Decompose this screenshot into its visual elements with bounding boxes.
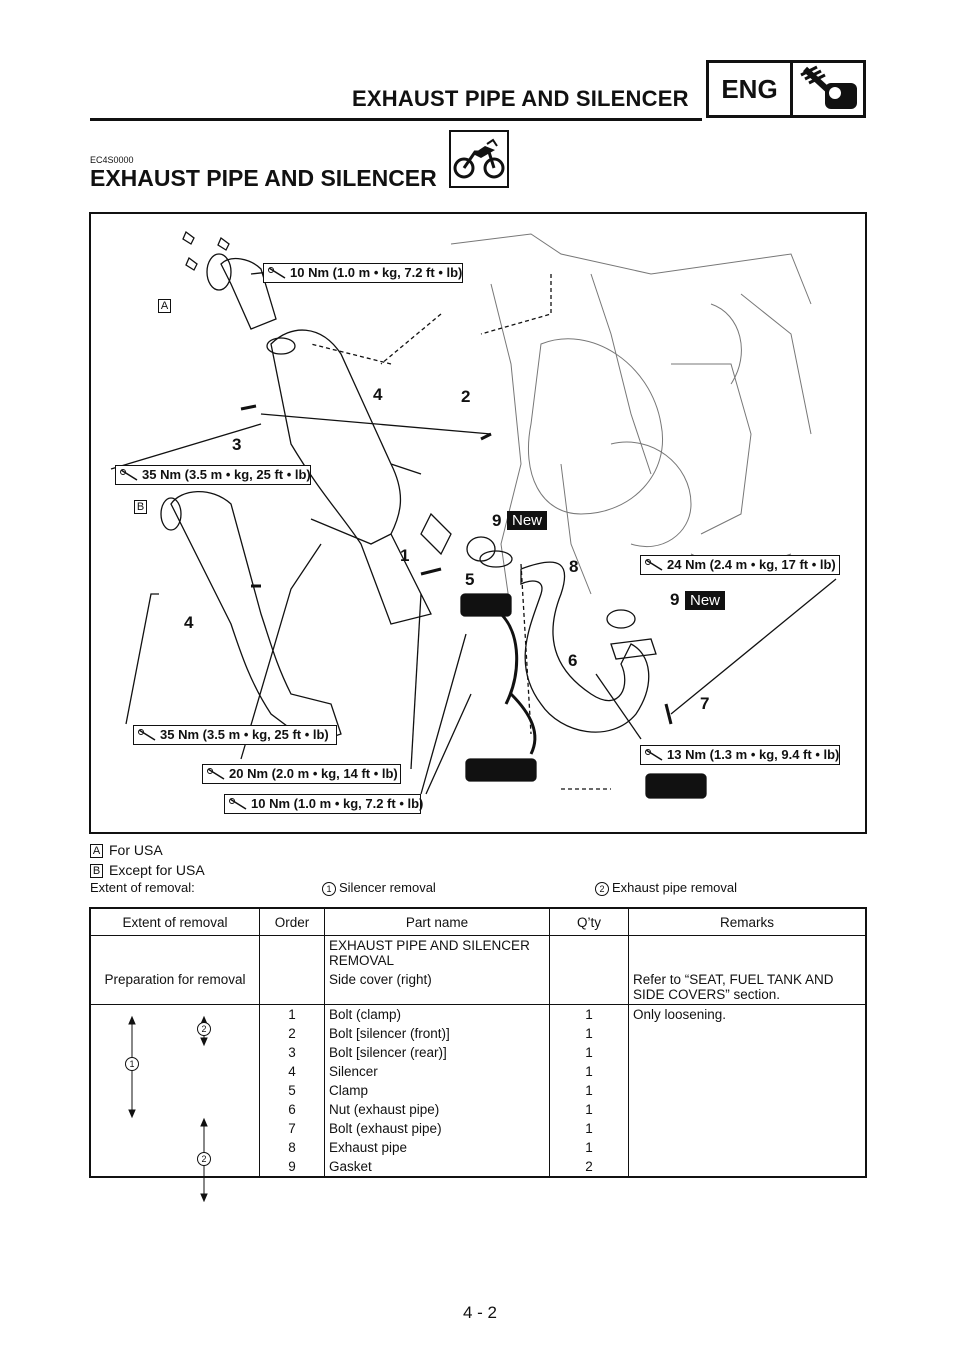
row-part: Bolt (clamp) [325, 1005, 550, 1025]
row-remark [629, 1081, 867, 1100]
extent-marker: 1 [322, 882, 336, 896]
part-number: 1 [400, 546, 410, 565]
extent-label: Extent of removal: [90, 880, 195, 895]
torque-value: 35 Nm (3.5 m • kg, 25 ft • lb) [160, 727, 329, 742]
legend-usa [90, 842, 163, 858]
extent-marker: 2 [595, 882, 609, 896]
row-part: Bolt [silencer (rear)] [325, 1043, 550, 1062]
row-qty: 1 [550, 1100, 629, 1119]
torque-wrench-icon [137, 728, 157, 742]
row-qty: 1 [550, 1081, 629, 1100]
header-title: EXHAUST PIPE AND SILENCER [352, 86, 689, 111]
extent-1 [322, 880, 436, 896]
row-remark [629, 1043, 867, 1062]
variant-a-marker: A [90, 844, 103, 858]
row-order: 9 [260, 1157, 325, 1177]
extent-2 [595, 880, 737, 896]
col-order: Order [260, 908, 325, 936]
torque-callout [202, 764, 401, 784]
extent-marker: 1 [125, 1057, 139, 1071]
part-number: 3 [232, 435, 242, 454]
section-title: EXHAUST PIPE AND SILENCER [90, 165, 437, 191]
torque-wrench-icon [644, 748, 664, 762]
torque-wrench-icon [206, 767, 226, 781]
row-part: Clamp [325, 1081, 550, 1100]
part-number: 2 [461, 387, 471, 406]
torque-value: 10 Nm (1.0 m • kg, 7.2 ft • lb) [290, 265, 463, 280]
part-number: 5 [465, 570, 475, 589]
row-remark: Only loosening. [629, 1005, 867, 1025]
row-part: Exhaust pipe [325, 1138, 550, 1157]
variant-b-marker: B [90, 864, 103, 878]
prep-extent: Preparation for removal [104, 972, 246, 987]
row-remark [629, 1062, 867, 1081]
torque-value: 35 Nm (3.5 m • kg, 25 ft • lb) [142, 467, 311, 482]
row-qty: 1 [550, 1119, 629, 1138]
part-number: 6 [568, 651, 578, 670]
row-qty: 1 [550, 1138, 629, 1157]
table-row [90, 970, 866, 1005]
row-part: Nut (exhaust pipe) [325, 1100, 550, 1119]
table-row [90, 936, 866, 971]
torque-value: 13 Nm (1.3 m • kg, 9.4 ft • lb) [667, 747, 840, 762]
legend-except-usa [90, 862, 205, 878]
row-qty: 1 [550, 1024, 629, 1043]
legend-text: For USA [109, 842, 163, 858]
row-qty: 1 [550, 1005, 629, 1025]
row-order: 5 [260, 1081, 325, 1100]
extent-marker: 2 [197, 1022, 211, 1036]
torque-callout [115, 465, 311, 485]
row-remark [629, 1157, 867, 1177]
row-order: 4 [260, 1062, 325, 1081]
part-number: 9 [492, 511, 502, 530]
row-order: 3 [260, 1043, 325, 1062]
table-header [90, 908, 866, 936]
row-order: 8 [260, 1138, 325, 1157]
row-order: 6 [260, 1100, 325, 1119]
part-number: 8 [569, 557, 579, 576]
extent-range-arrows [89, 1015, 251, 1202]
row-part: Bolt [silencer (front)] [325, 1024, 550, 1043]
group-title: EXHAUST PIPE AND SILENCER REMOVAL [325, 936, 550, 971]
row-remark [629, 1024, 867, 1043]
eng-label: ENG [709, 63, 793, 115]
torque-callout [640, 555, 840, 575]
col-extent: Extent of removal [90, 908, 260, 936]
variant-b-marker: B [134, 500, 147, 514]
page-number: 4 - 2 [462, 1303, 498, 1322]
prep-remark: Refer to “SEAT, FUEL TANK AND SIDE COVERS” section. [629, 970, 867, 1005]
torque-wrench-icon [267, 266, 287, 280]
col-part: Part name [325, 908, 550, 936]
motocross-bike-icon [449, 130, 509, 188]
torque-wrench-icon [228, 797, 248, 811]
torque-value: 20 Nm (2.0 m • kg, 14 ft • lb) [229, 766, 398, 781]
legend-text: Except for USA [109, 862, 205, 878]
row-qty: 1 [550, 1062, 629, 1081]
torque-value: 24 Nm (2.4 m • kg, 17 ft • lb) [667, 557, 836, 572]
part-number: 4 [373, 385, 383, 404]
torque-callout [133, 725, 337, 745]
prep-part: Side cover (right) [325, 970, 550, 1005]
new-part-tag: New [507, 511, 547, 530]
new-part-tag: New [685, 591, 725, 610]
torque-wrench-icon [644, 558, 664, 572]
torque-callout [640, 745, 840, 765]
row-order: 1 [260, 1005, 325, 1025]
part-number: 9 [670, 590, 680, 609]
engine-piston-icon [795, 63, 865, 115]
extent-marker: 2 [197, 1152, 211, 1166]
row-remark [629, 1100, 867, 1119]
row-part: Gasket [325, 1157, 550, 1177]
exploded-diagram [89, 212, 867, 834]
torque-callout [263, 263, 463, 283]
eng-tab [706, 60, 866, 118]
row-qty: 1 [550, 1043, 629, 1062]
row-qty: 2 [550, 1157, 629, 1177]
extent-text: Exhaust pipe removal [612, 880, 738, 895]
header-rule [90, 118, 702, 121]
section-code: EC4S0000 [90, 155, 134, 165]
variant-a-marker: A [158, 299, 171, 313]
row-order: 2 [260, 1024, 325, 1043]
row-remark [629, 1138, 867, 1157]
row-part: Bolt (exhaust pipe) [325, 1119, 550, 1138]
row-order: 7 [260, 1119, 325, 1138]
row-part: Silencer [325, 1062, 550, 1081]
extent-text: Silencer removal [339, 880, 436, 895]
row-remark [629, 1119, 867, 1138]
col-qty: Q’ty [550, 908, 629, 936]
part-number: 4 [184, 613, 194, 632]
part-number: 7 [700, 694, 710, 713]
torque-wrench-icon [119, 468, 139, 482]
torque-value: 10 Nm (1.0 m • kg, 7.2 ft • lb) [251, 796, 424, 811]
col-remarks: Remarks [629, 908, 867, 936]
torque-callout [224, 794, 424, 814]
